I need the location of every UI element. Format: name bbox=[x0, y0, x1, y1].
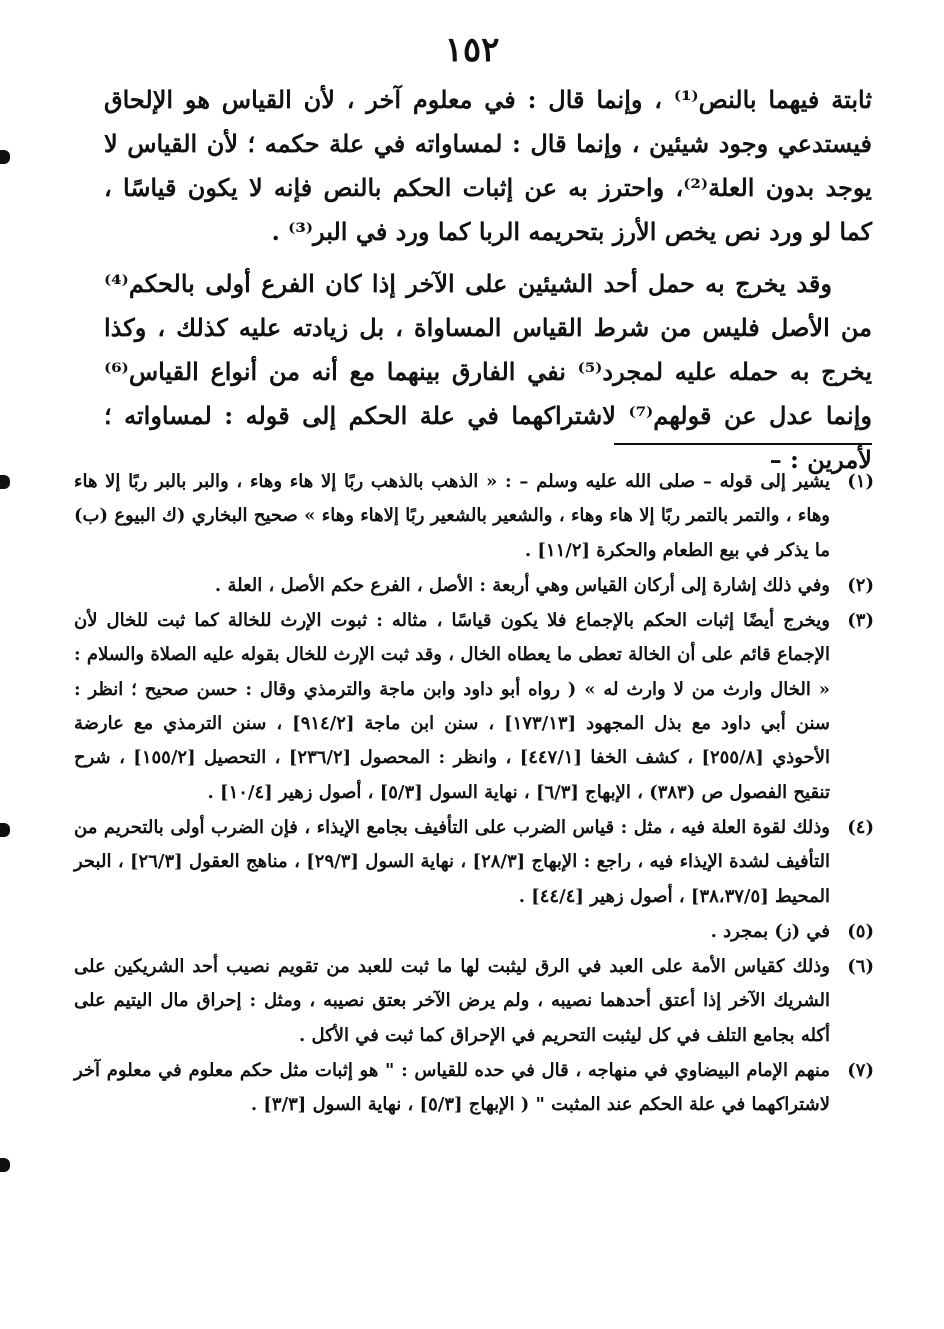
footnote-text: وفي ذلك إشارة إلى أركان القياس وهي أربعة : الأصل ، الفرع حكم الأصل ، العلة . bbox=[214, 574, 830, 596]
scan-edge-mark bbox=[0, 1158, 10, 1172]
footnote-number: (٢) bbox=[847, 574, 874, 596]
footnote-text: يشير إلى قوله – صلى الله عليه وسلم – : « الذهب بالذهب ربًا إلا هاء وهاء ، والبر بالبر ربًا إلا هاء وهاء ، والتمر بالتمر ربًا إلا هاء وهاء ، والشعير بالشعير ربًا إلاهاء وهاء » صحيح البخاري (ك البيوع (ب) ما يذكر في بيع الطعام والحكرة [١١/٢] . bbox=[74, 471, 830, 561]
main-paragraph-1: ثابتة فيهما بالنص⁽¹⁾ ، وإنما قال : في معلوم آخر ، لأن القياس هو الإلحاق فيستدعي وجود شيئين ، وإنما قال : لمساواته في علة حكمه ؛ لأن القياس لا يوجد بدون العلة⁽²⁾، واحترز به عن إثبات الحكم بالنص فإنه لا يكون قياسًا ، كما لو ورد نص يخص الأرز بتحريمه الربا كما ورد في البر⁽³⁾ . bbox=[104, 85, 873, 246]
footnote-1 bbox=[74, 465, 874, 568]
footnote-6 bbox=[74, 950, 874, 1053]
footnote-number: (٣) bbox=[847, 610, 874, 632]
scan-edge-mark bbox=[0, 150, 10, 164]
scan-edge-mark bbox=[0, 475, 10, 489]
page-number: ١٥٢ bbox=[444, 30, 500, 70]
footnote-text: وذلك لقوة العلة فيه ، مثل : قياس الضرب على التأفيف بجامع الإيذاء ، فإن الضرب أولى بالتحريم من التأفيف لشدة الإيذاء فيه ، راجع : الإبهاج [٢٨/٣] ، نهاية السول [٢٩/٣] ، مناهج العقول [٢٦/٣] ، البحر المحيط [٣٨،٣٧/٥] ، أصول زهير [٤٤/٤] . bbox=[74, 816, 831, 907]
footnote-4 bbox=[74, 811, 874, 914]
footnote-2 bbox=[74, 569, 874, 603]
scan-edge-mark bbox=[0, 823, 10, 837]
footnote-separator bbox=[614, 443, 872, 445]
footnote-number: (١) bbox=[847, 471, 874, 492]
footnote-number: (٥) bbox=[847, 920, 874, 942]
footnote-number: (٦) bbox=[847, 956, 874, 978]
footnote-number: (٧) bbox=[847, 1060, 874, 1082]
footnote-3 bbox=[74, 604, 874, 810]
footnote-text: منهم الإمام البيضاوي في منهاجه ، قال في حده للقياس : " هو إثبات مثل حكم معلوم في معلوم آخر لاشتراكهما في علة الحكم عند المثبت " ( الإبهاج [٥/٣] ، نهاية السول [٣/٣] . bbox=[74, 1060, 830, 1116]
footnote-number: (٤) bbox=[847, 816, 874, 838]
main-paragraph-2: وقد يخرج به حمل أحد الشيئين على الآخر إذا كان الفرع أولى بالحكم⁽⁴⁾ من الأصل فليس من شرط القياس المساواة ، بل زيادته عليه كذلك ، وكذا يخرج به حمله عليه لمجرد⁽⁵⁾ نفي الفارق بينهما مع أنه من أنواع القياس⁽⁶⁾ وإنما عدل عن قولهم⁽⁷⁾ لاشتراكهما في علة الحكم إلى قوله : لمساواته ؛ لأمرين : – bbox=[104, 269, 873, 474]
footnote-7 bbox=[74, 1054, 874, 1123]
footnote-text: وذلك كقياس الأمة على العبد في الرق ليثبت لها ما ثبت للعبد من تقويم نصيب أحد الشريكين على الشريك الآخر إذا أعتق أحدهما نصيبه ، ولم يرض الآخر بعتق نصيبه ، ومثل : إحراق مال اليتيم على أكله بجامع التلف في كل ليثبت التحريم في الإحراق كما ثبت في الأكل . bbox=[74, 956, 830, 1046]
footnotes-section bbox=[74, 465, 874, 1124]
footnote-text: ويخرج أيضًا إثبات الحكم بالإجماع فلا يكون قياسًا ، مثاله : ثبوت الإرث للخالة كما ثبت للخال لأن الإجماع قائم على أن الخالة تعطى ما يعطاه الخال ، وقد ثبت الإرث للخال بقوله عليه الصلاة والسلام : « الخال وارث من لا وارث له » ( رواه أبو داود وابن ماجة والترمذي وقال : حسن صحيح ؛ انظر : سنن أبي داود مع بذل المجهود [١٧٣/١٣] ، سنن ابن ماجة [٩١٤/٢] ، سنن الترمذي مع عارضة الأحوذي [٢٥٥/٨] ، كشف الخفا [٤٤٧/١] ، وانظر : المحصول [٢٣٦/٢] ، التحصيل [١٥٥/٢] ، شرح تنقيح الفصول ص (٣٨٣) ، الإبهاج [٦/٣] ، نهاية السول [٥/٣] ، أصول زهير [١٠/٤] . bbox=[74, 610, 830, 803]
footnote-5 bbox=[74, 915, 874, 949]
footnote-text: في (ز) بمجرد . bbox=[710, 920, 830, 942]
